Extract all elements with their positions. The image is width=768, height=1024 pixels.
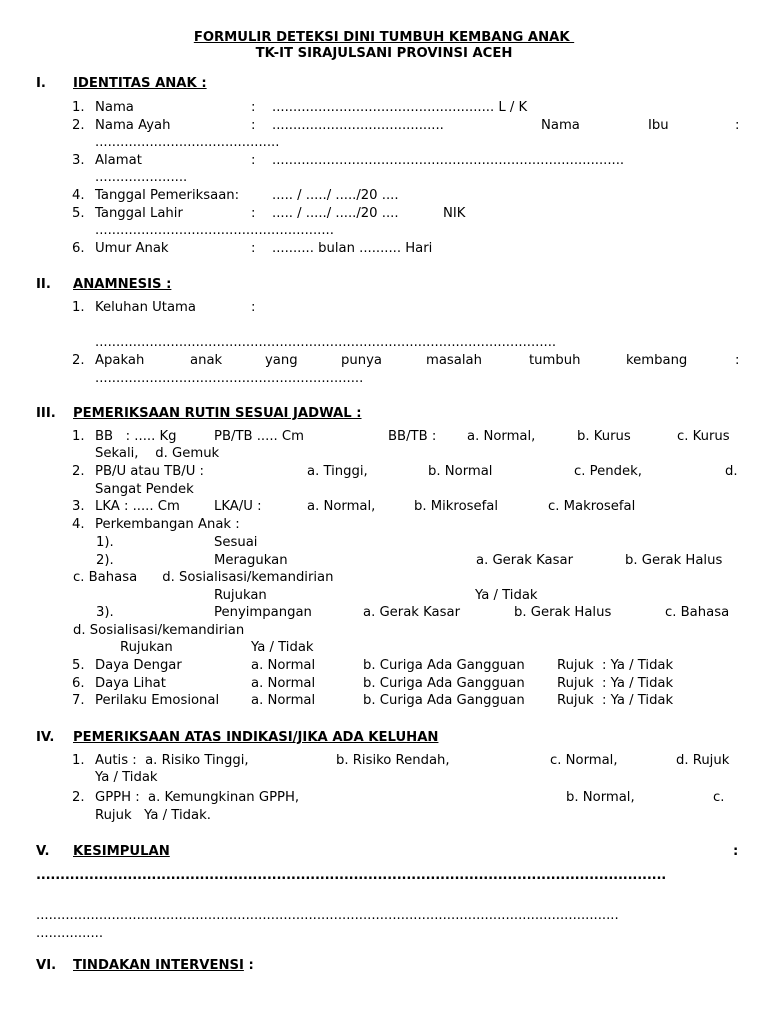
item-number: 4.	[72, 517, 85, 532]
penyimpangan-option-gerak-halus: b. Gerak Halus	[514, 605, 612, 620]
daya-lihat-rujuk: Rujuk : Ya / Tidak	[557, 676, 674, 691]
daya-lihat-option-curiga: b. Curiga Ada Gangguan	[363, 676, 525, 691]
nama-ayah-label: Nama Ayah	[95, 118, 171, 133]
gpph-option-normal: b. Normal,	[566, 790, 635, 805]
nama-colon: :	[251, 100, 256, 115]
nama-ibu-label-word1: Nama	[541, 118, 580, 133]
section-4-heading: PEMERIKSAAN ATAS INDIKASI/JIKA ADA KELUHAN	[73, 730, 439, 745]
nama-ibu-label-word2: Ibu	[648, 118, 669, 133]
item-number: 1.	[72, 100, 85, 115]
item-number: 6.	[72, 241, 85, 256]
question-colon: :	[735, 353, 740, 368]
penyimpangan-rujukan-label: Rujukan	[120, 640, 173, 655]
section-2-number: II.	[36, 277, 51, 292]
umur-anak-label: Umur Anak	[95, 241, 169, 256]
section-4-number: IV.	[36, 730, 55, 745]
section-1-heading: IDENTITAS ANAK :	[73, 76, 207, 91]
section-5-heading: KESIMPULAN	[73, 844, 170, 859]
pbtb-field: PB/TB ..... Cm	[214, 429, 304, 444]
item-number: 7.	[72, 693, 85, 708]
penyimpangan-option-gerak-kasar: a. Gerak Kasar	[363, 605, 461, 620]
perilaku-emosional-option-curiga: b. Curiga Ada Gangguan	[363, 693, 525, 708]
section-2-heading: ANAMNESIS :	[73, 277, 172, 292]
kesimpulan-field-line1: ...................................................................................................................................	[36, 868, 667, 883]
nama-ibu-field: ............................................	[95, 135, 280, 150]
item-number: 2.	[72, 790, 85, 805]
autis-option-risiko-rendah: b. Risiko Rendah,	[336, 753, 450, 768]
sub-item-number: 2).	[96, 553, 114, 568]
section-6-heading-wrapper	[73, 958, 254, 974]
daya-lihat-option-normal: a. Normal	[251, 676, 316, 691]
section-6-number: VI.	[36, 958, 57, 973]
daya-dengar-label: Daya Dengar	[95, 658, 182, 673]
autis-option-risiko-tinggi: Autis : a. Risiko Tinggi,	[95, 753, 249, 768]
pbu-option-tinggi: a. Tinggi,	[307, 464, 368, 479]
question-word: yang	[265, 353, 298, 368]
pbu-option-sangat-pendek: Sangat Pendek	[95, 482, 194, 497]
perkembangan-anak-label: Perkembangan Anak :	[95, 517, 240, 532]
section-3-number: III.	[36, 406, 56, 421]
section-5-colon: :	[733, 844, 739, 859]
bbtb-label: BB/TB :	[388, 429, 437, 444]
daya-dengar-option-normal: a. Normal	[251, 658, 316, 673]
perilaku-emosional-rujuk: Rujuk : Ya / Tidak	[557, 693, 674, 708]
tanggal-lahir-label: Tanggal Lahir	[95, 206, 183, 221]
item-number: 1.	[72, 753, 85, 768]
lkau-option-normal: a. Normal,	[307, 499, 376, 514]
item-number: 1.	[72, 429, 85, 444]
pbu-option-normal: b. Normal	[428, 464, 493, 479]
autis-rujuk-ya-tidak: Ya / Tidak	[95, 770, 158, 785]
meragukan-option-continued: c. Bahasa d. Sosialisasi/kemandirian	[73, 570, 334, 585]
item-number: 2.	[72, 464, 85, 479]
lkau-option-makrosefal: c. Makrosefal	[548, 499, 636, 514]
perilaku-emosional-label: Perilaku Emosional	[95, 693, 220, 708]
bbtb-option-kurus: b. Kurus	[577, 429, 631, 444]
alamat-label: Alamat	[95, 153, 142, 168]
bbtb-option-normal: a. Normal,	[467, 429, 536, 444]
meragukan-option-gerak-kasar: a. Gerak Kasar	[476, 553, 574, 568]
form-title-line1: FORMULIR DETEKSI DINI TUMBUH KEMBANG ANAK	[193, 30, 575, 45]
kesimpulan-field-line2: ...........................................................................................................................................	[36, 908, 619, 923]
question-word: anak	[190, 353, 223, 368]
pbu-tbu-label: PB/U atau TB/U :	[95, 464, 205, 479]
nama-ayah-colon: :	[251, 118, 256, 133]
masalah-tumbuh-kembang-field: ................................................................	[95, 371, 364, 386]
kesimpulan-field-line3: ................	[36, 926, 104, 941]
perkembangan-meragukan: Meragukan	[214, 553, 288, 568]
question-word: kembang	[626, 353, 688, 368]
daya-lihat-label: Daya Lihat	[95, 676, 166, 691]
sub-item-number: 1).	[96, 535, 114, 550]
nama-ayah-field: .........................................	[272, 118, 444, 133]
question-word: tumbuh	[529, 353, 581, 368]
autis-option-rujuk: d. Rujuk	[676, 753, 730, 768]
section-1-number: I.	[36, 76, 46, 91]
tanggal-lahir-colon: :	[251, 206, 256, 221]
nik-field: .........................................................	[95, 223, 334, 238]
item-number: 5.	[72, 658, 85, 673]
pbu-option-d: d.	[725, 464, 738, 479]
section-5-number: V.	[36, 844, 50, 859]
autis-option-normal: c. Normal,	[550, 753, 618, 768]
lka-field: LKA : ..... Cm	[95, 499, 180, 514]
perkembangan-penyimpangan: Penyimpangan	[214, 605, 312, 620]
lkau-label: LKA/U :	[214, 499, 262, 514]
tanggal-pemeriksaan-field: ..... / ...../ ...../20 ....	[272, 188, 399, 203]
section-3-heading: PEMERIKSAAN RUTIN SESUAI JADWAL :	[73, 406, 362, 421]
item-number: 4.	[72, 188, 85, 203]
question-word: Apakah	[95, 353, 145, 368]
item-number: 2.	[72, 353, 85, 368]
gpph-option-kemungkinan: GPPH : a. Kemungkinan GPPH,	[95, 790, 300, 805]
gpph-rujuk-ya-tidak: Rujuk Ya / Tidak.	[95, 808, 211, 823]
item-number: 5.	[72, 206, 85, 221]
item-number: 2.	[72, 118, 85, 133]
bbtb-option-continued: Sekali, d. Gemuk	[95, 446, 220, 461]
section-6-colon: :	[243, 958, 254, 973]
daya-dengar-option-curiga: b. Curiga Ada Gangguan	[363, 658, 525, 673]
pbu-option-pendek: c. Pendek,	[574, 464, 642, 479]
item-number: 3.	[72, 499, 85, 514]
item-number: 1.	[72, 300, 85, 315]
penyimpangan-option-continued: d. Sosialisasi/kemandirian	[73, 623, 245, 638]
meragukan-option-gerak-halus: b. Gerak Halus	[625, 553, 723, 568]
umur-anak-colon: :	[251, 241, 256, 256]
tanggal-pemeriksaan-label: Tanggal Pemeriksaan:	[95, 188, 240, 203]
perilaku-emosional-option-normal: a. Normal	[251, 693, 316, 708]
question-word: masalah	[426, 353, 482, 368]
section-6-heading: TINDAKAN INTERVENSI	[73, 958, 244, 973]
nik-label: NIK	[443, 206, 466, 221]
gpph-option-c: c.	[713, 790, 725, 805]
umur-anak-field: .......... bulan .......... Hari	[272, 241, 433, 256]
nama-ibu-colon: :	[735, 118, 740, 133]
penyimpangan-rujukan-ya-tidak: Ya / Tidak	[251, 640, 314, 655]
daya-dengar-rujuk: Rujuk : Ya / Tidak	[557, 658, 674, 673]
tanggal-lahir-field: ..... / ...../ ...../20 ....	[272, 206, 399, 221]
keluhan-utama-field: ..............................................................................................................	[95, 335, 557, 350]
nama-label: Nama	[95, 100, 134, 115]
nama-field: ..................................................... L / K	[272, 100, 528, 115]
form-title-line2: TK-IT SIRAJULSANI PROVINSI ACEH	[255, 46, 513, 61]
meragukan-rujukan-label: Rujukan	[214, 588, 267, 603]
keluhan-utama-label: Keluhan Utama	[95, 300, 196, 315]
item-number: 6.	[72, 676, 85, 691]
alamat-field: ....................................................................................	[272, 153, 625, 168]
item-number: 3.	[72, 153, 85, 168]
question-word: punya	[341, 353, 382, 368]
alamat-colon: :	[251, 153, 256, 168]
keluhan-utama-colon: :	[251, 300, 256, 315]
perkembangan-sesuai: Sesuai	[214, 535, 258, 550]
bbtb-option-kurus-sekali: c. Kurus	[677, 429, 730, 444]
meragukan-rujukan-ya-tidak: Ya / Tidak	[475, 588, 538, 603]
sub-item-number: 3).	[96, 605, 114, 620]
penyimpangan-option-bahasa: c. Bahasa	[665, 605, 730, 620]
bb-field: BB : ..... Kg	[95, 429, 177, 444]
alamat-field-continued: ......................	[95, 170, 188, 185]
lkau-option-mikrosefal: b. Mikrosefal	[414, 499, 499, 514]
